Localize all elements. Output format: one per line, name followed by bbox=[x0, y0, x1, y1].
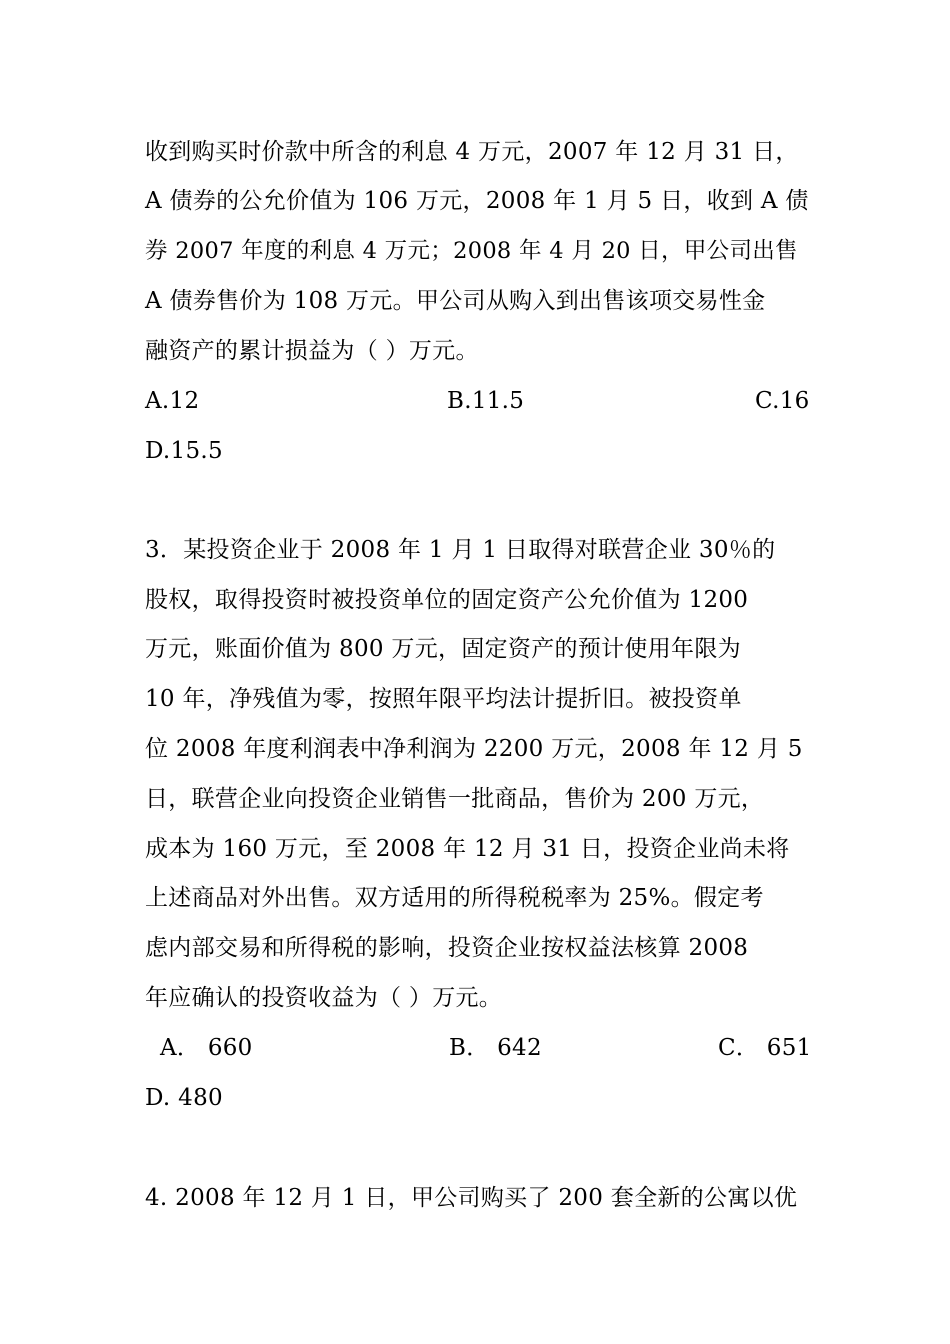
text-line: 股权，取得投资时被投资单位的固定资产公允价值为 1200 bbox=[145, 587, 749, 613]
text-line: 年应确认的投资收益为（ ）万元。 bbox=[145, 985, 503, 1011]
text-line: 位 2008 年度利润表中净利润为 2200 万元，2008 年 12 月 5 bbox=[145, 736, 803, 762]
text-line: 4. 2008 年 12 月 1 日，甲公司购买了 200 套全新的公寓以优 bbox=[145, 1185, 798, 1211]
option-a: A． 660 bbox=[160, 1035, 253, 1061]
text-line: 10 年，净残值为零，按照年限平均法计提折旧。被投资单 bbox=[145, 686, 742, 712]
text-line: A 债券的公允价值为 106 万元，2008 年 1 月 5 日，收到 A 债 bbox=[145, 188, 809, 214]
text-line: 万元，账面价值为 800 万元，固定资产的预计使用年限为 bbox=[145, 636, 741, 662]
option-a: A.12 bbox=[145, 388, 200, 414]
option-b: B.11.5 bbox=[447, 388, 525, 414]
text-line: A 债券售价为 108 万元。甲公司从购入到出售该项交易性金 bbox=[145, 288, 766, 314]
option-d: D.15.5 bbox=[145, 438, 223, 464]
text-line: 日，联营企业向投资企业销售一批商品，售价为 200 万元， bbox=[145, 786, 765, 812]
text-line: 券 2007 年度的利息 4 万元；2008 年 4 月 20 日，甲公司出售 bbox=[145, 238, 798, 264]
option-c: C.16 bbox=[755, 388, 810, 414]
text-line: 收到购买时价款中所含的利息 4 万元，2007 年 12 月 31 日， bbox=[145, 139, 799, 165]
option-b: B． 642 bbox=[449, 1035, 542, 1061]
text-line: 上述商品对外出售。双方适用的所得税税率为 25%。假定考 bbox=[145, 885, 764, 911]
text-line: 成本为 160 万元，至 2008 年 12 月 31 日，投资企业尚未将 bbox=[145, 836, 790, 862]
text-line: 虑内部交易和所得税的影响，投资企业按权益法核算 2008 bbox=[145, 935, 749, 961]
text-line: 融资产的累计损益为（ ）万元。 bbox=[145, 338, 479, 364]
option-d: D. 480 bbox=[145, 1085, 223, 1111]
text-line: 3．某投资企业于 2008 年 1 月 1 日取得对联营企业 30％的 bbox=[145, 537, 776, 563]
option-c: C． 651 bbox=[718, 1035, 812, 1061]
